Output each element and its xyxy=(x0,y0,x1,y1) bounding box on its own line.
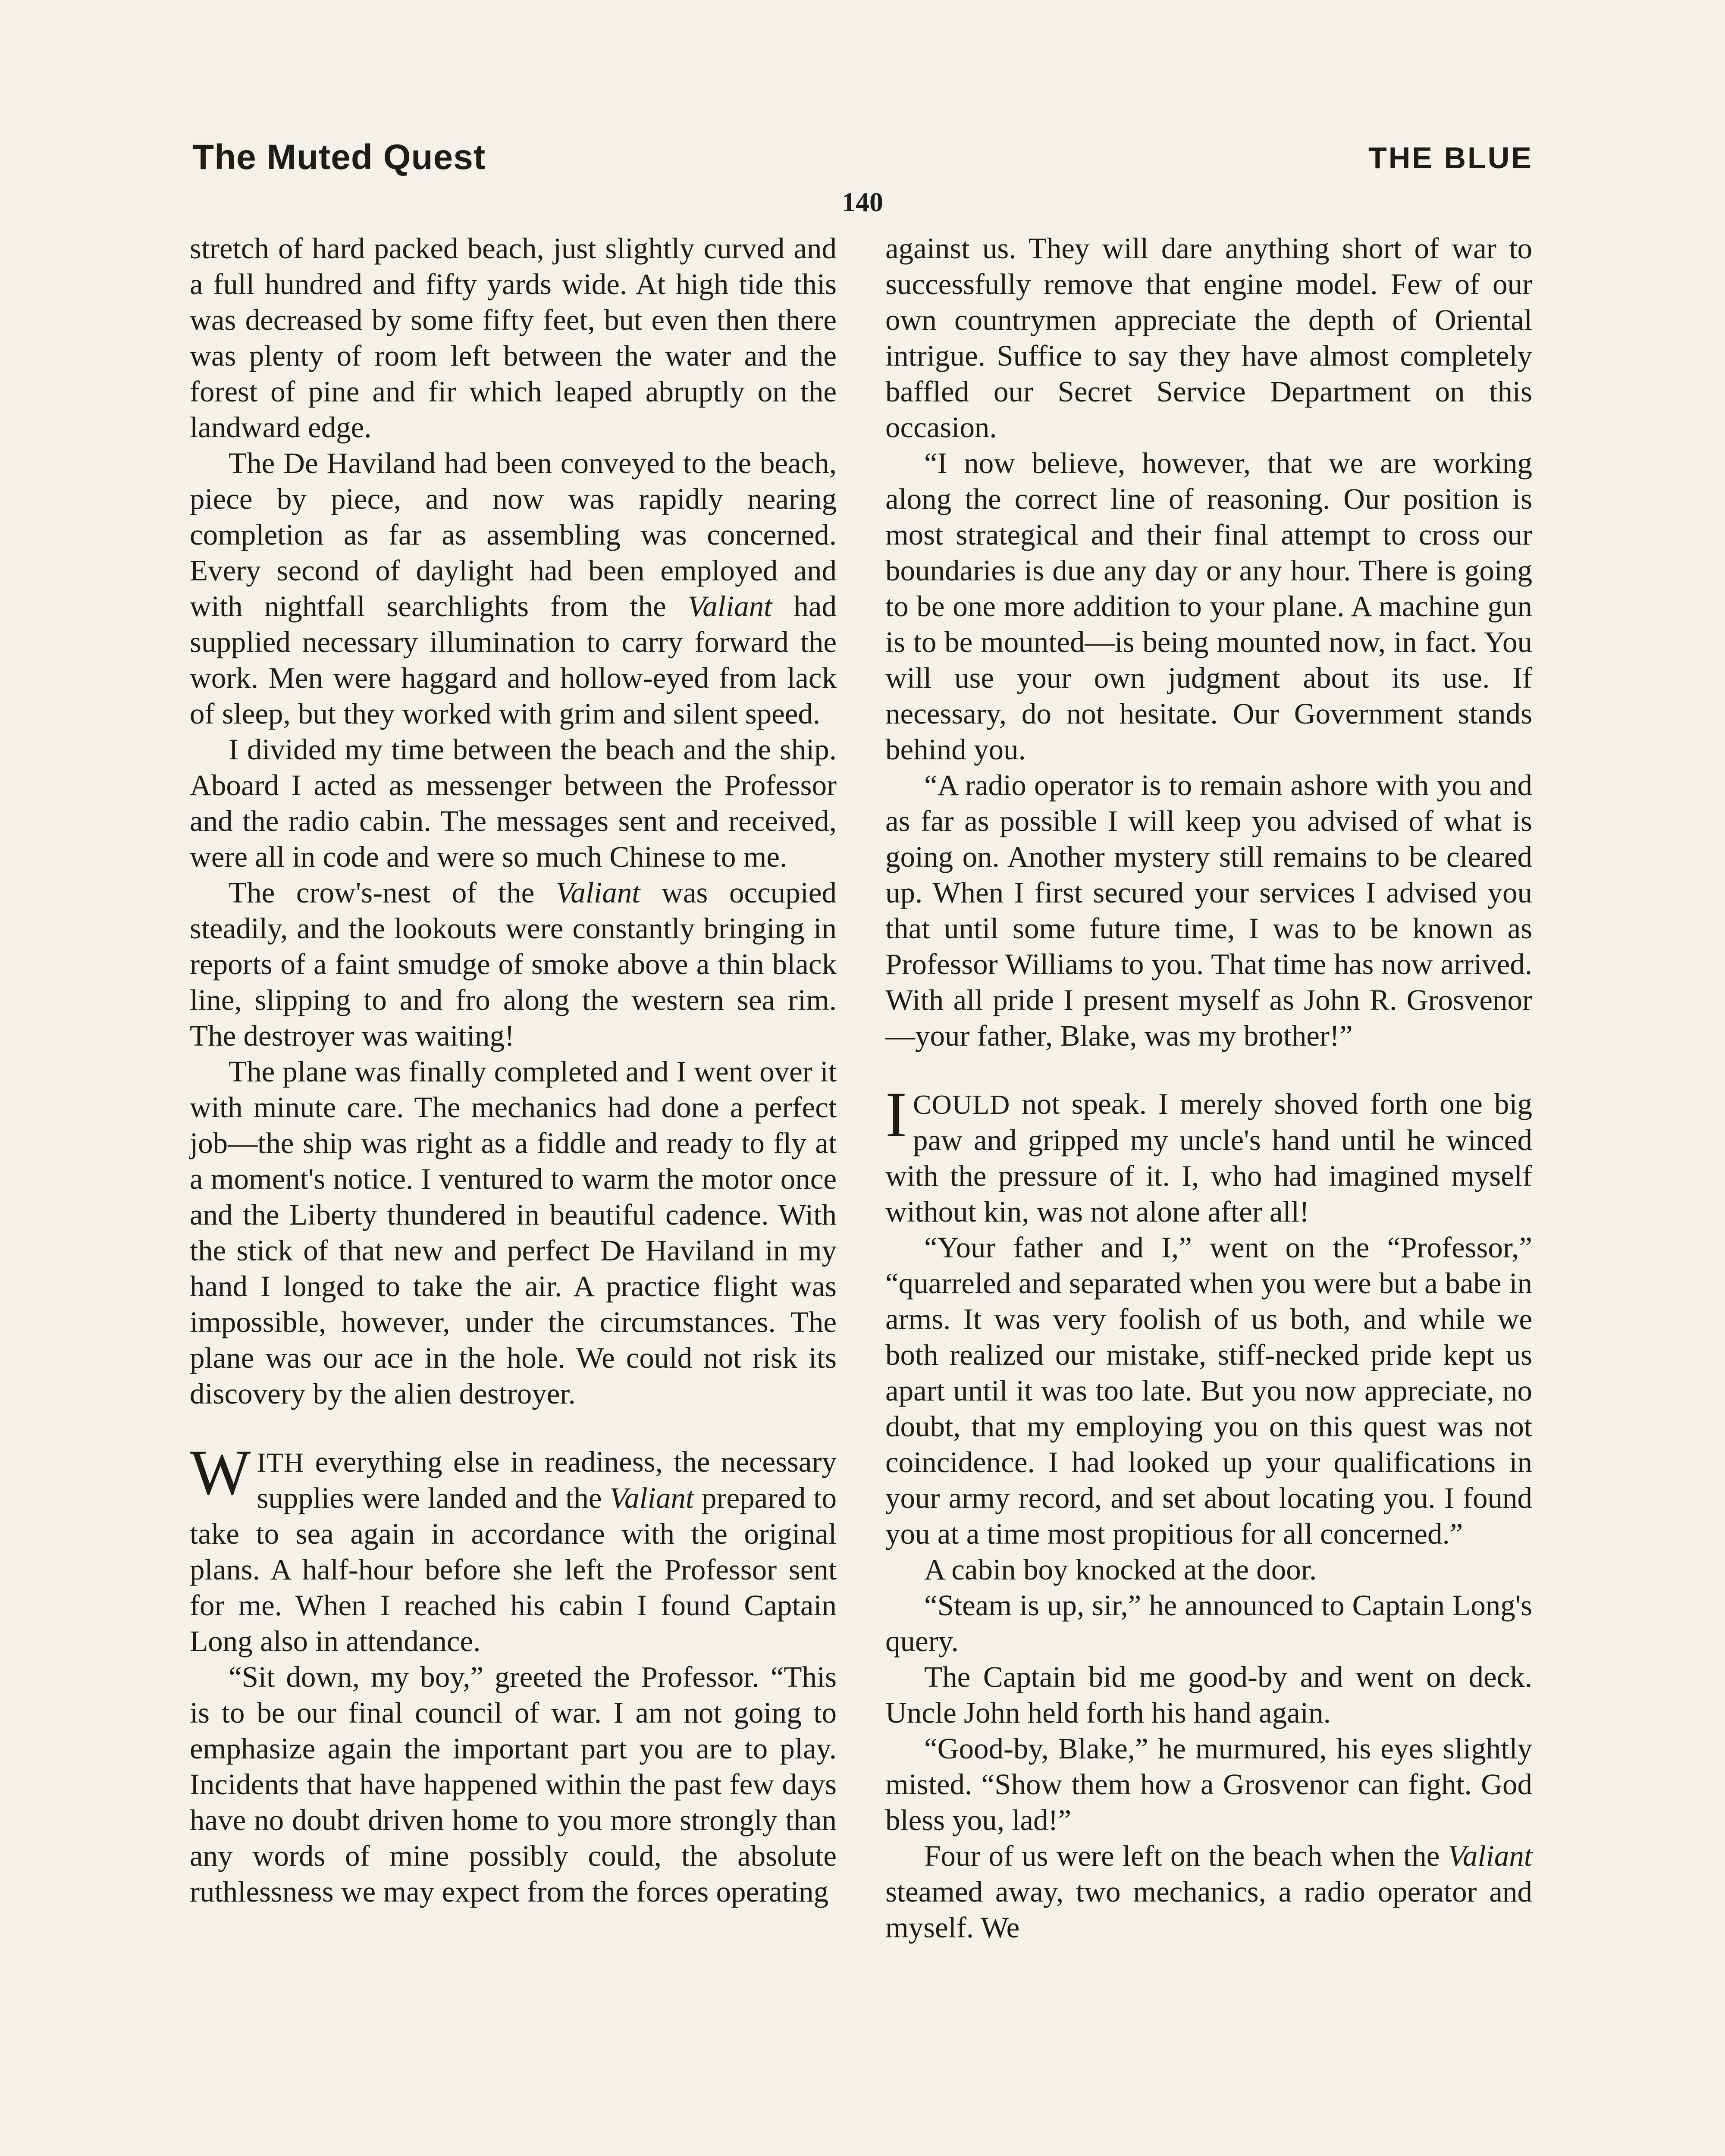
paragraph: “Sit down, my boy,” greeted the Professor. “This is to be our final council of war. I am not going to emphasize again the important part you are to play. Incidents that have happened within the past few days have no doubt driven home to you more strongly than any words of mine possibly could, the absolute ruthlessness we may expect from the forces operating xyxy=(190,1661,837,1908)
paragraph: The Captain bid me good-by and went on deck. Uncle John held forth his hand again. xyxy=(885,1661,1532,1729)
paragraph: A cabin boy knocked at the door. xyxy=(924,1553,1317,1586)
paragraph: against us. They will dare anything short of war to successfully remove that engine model. Few of our own countrymen appreciate the depth of Oriental intrigue. Suffice to say they have almost completely baffled our Secret Service Department on this occasion. xyxy=(885,232,1532,444)
page-number: 140 xyxy=(842,187,883,217)
ship-name: Valiant xyxy=(609,1482,694,1514)
paragraph: The plane was finally completed and I went over it with minute care. The mechanics had done a perfect job—the ship was right as a fiddle and ready to fly at a moment's notice. I ventured to warm the motor once and the Liberty thundered in beautiful cadence. With the stick of that new and perfect De Haviland in my hand I longed to take the air. A practice flight was impossible, however, under the circumstances. The plane was our ace in the hole. We could not risk its discovery by the alien destroyer. xyxy=(190,1055,837,1410)
right-column xyxy=(885,231,1532,1946)
paragraph: “I now believe, however, that we are working along the correct line of reasoning. Our position is most strategical and their final attempt to cross our boundaries is due any day or any hour. There is going to be one more addition to your plane. A machine gun is to be mounted—is being mounted now, in fact. You will use your own judgment about its use. If necessary, do not hesitate. Our Government stands behind you. xyxy=(885,447,1532,766)
paragraph: I divided my time between the beach and the ship. Aboard I acted as messenger between the Professor and the radio cabin. The messages sent and received, were all in code and were so much Chinese to me. xyxy=(190,733,837,873)
drop-cap: W xyxy=(190,1437,251,1508)
paragraph: “Good-by, Blake,” he murmured, his eyes slightly misted. “Show them how a Grosvenor can fight. God bless you, lad!” xyxy=(885,1732,1532,1836)
story-title: The Muted Quest xyxy=(192,138,486,177)
paragraph: “Your father and I,” went on the “Professor,” “quarreled and separated when you were but a babe in arms. It was very foolish of us both, and while we both realized our mistake, stiff-necked pride kept us apart until it was too late. But you now appreciate, no doubt, that my employing you on this quest was not coincidence. I had looked up your qualifications in your army record, and set about locating you. I found you at a time most propitious for all concerned.” xyxy=(885,1231,1532,1550)
paragraph: The crow's-nest of the Valiant was occupied steadily, and the lookouts were constantly bringing in reports of a faint smudge of smoke above a thin black line, slipping to and fro along the western sea rim. The destroyer was waiting! xyxy=(190,876,837,1052)
paragraph: Four of us were left on the beach when the Valiant steamed away, two mechanics, a radio operator and myself. We xyxy=(885,1839,1532,1944)
paragraph: “A radio operator is to remain ashore with you and as far as possible I will keep you advised of what is going on. Another mystery still remains to be cleared up. When I first secured your services I advised you that until some future time, I was to be known as Professor Williams to you. That time has now arrived. With all pride I present myself as John R. Grosvenor—your father, Blake, was my brother!” xyxy=(885,769,1532,1052)
ship-name: Valiant xyxy=(1448,1839,1532,1872)
ship-name: Valiant xyxy=(555,876,640,909)
paragraph: “Steam is up, sir,” he announced to Captain Long's query. xyxy=(885,1589,1532,1658)
left-column xyxy=(190,231,837,1910)
drop-cap: I xyxy=(885,1079,907,1150)
section-paragraph: ICOULD not speak. I merely shoved forth one big paw and gripped my uncle's hand until he winced with the pressure of it. I, who had imagined myself without kin, was not alone after all! xyxy=(885,1079,1532,1228)
ship-name: Valiant xyxy=(687,590,772,623)
magazine-name: THE BLUE xyxy=(1368,141,1533,175)
paragraph: The De Haviland had been conveyed to the beach, piece by piece, and now was rapidly nearing completion as far as assembling was concerned. Every second of daylight had been employed and with nightfall searchlights from the Valiant had supplied necessary illumination to carry forward the work. Men were haggard and hollow-eyed from lack of sleep, but they worked with grim and silent speed. xyxy=(190,447,837,730)
section-paragraph: WITH everything else in readiness, the necessary supplies were landed and the Valiant prepared to take to sea again in accordance with the original plans. A half-hour before she left the Professor sent for me. When I reached his cabin I found Captain Long also in attendance. xyxy=(190,1437,837,1658)
paragraph: stretch of hard packed beach, just slightly curved and a full hundred and fifty yards wide. At high tide this was decreased by some fifty feet, but even then there was plenty of room left between the water and the forest of pine and fir which leaped abruptly on the landward edge. xyxy=(190,232,837,444)
